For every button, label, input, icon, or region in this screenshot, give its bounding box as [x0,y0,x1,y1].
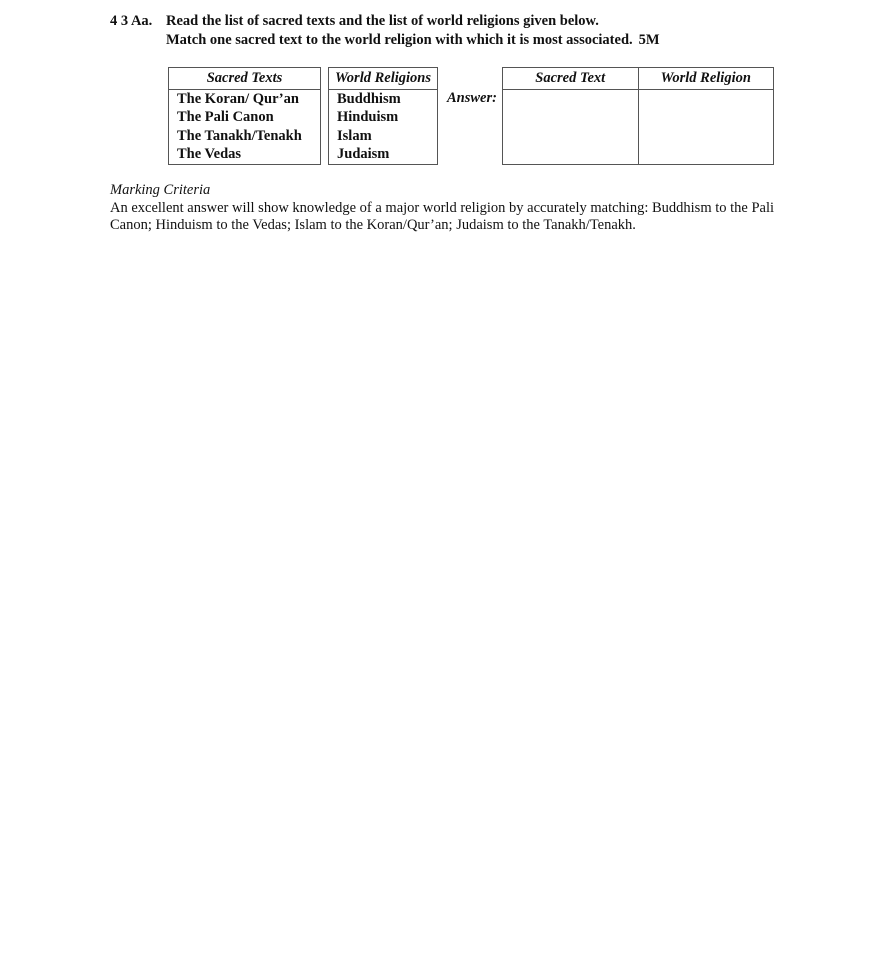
answer-world-religion-cell[interactable] [638,90,774,165]
answer-label: Answer: [447,90,497,106]
question-number: 4 3 Aa. [110,13,153,29]
question-block [110,12,850,50]
question-marks: 5M [638,32,660,48]
world-religion-item: Buddhism [337,90,401,107]
question-instruction-2: Match one sacred text to the world religion with which it is most associated. [166,32,633,48]
marking-criteria [110,182,810,235]
sacred-texts-table [168,67,321,165]
answer-sacred-text-header: Sacred Text [503,68,639,90]
sacred-text-item: The Vedas [177,146,242,163]
sacred-texts-header: Sacred Texts [169,68,321,90]
marking-criteria-heading: Marking Criteria [110,182,211,198]
world-religions-header: World Religions [329,68,438,90]
world-religion-item: Hinduism [337,109,399,126]
answer-table [502,67,774,165]
sacred-text-item: The Tanakh/Tenakh [177,127,302,144]
world-religions-table [328,67,438,165]
question-line-2 [110,31,850,50]
sacred-text-item: The Koran/ Qur’an [177,90,299,107]
sacred-text-item: The Pali Canon [177,109,274,126]
world-religion-item: Judaism [337,146,390,163]
question-instruction-1: Read the list of sacred texts and the list of world religions given below. [166,13,599,29]
answer-world-religion-header: World Religion [638,68,774,90]
world-religion-item: Islam [337,127,372,144]
question-line-1 [110,12,850,31]
marking-criteria-text: An excellent answer will show knowledge of a major world religion by accurately matching: Buddhism to the Pali Canon; Hinduism to the Vedas; Islam to the Koran/Qur’an; Judaism to the Tanakh/Tenakh. [110,199,775,233]
answer-sacred-text-cell[interactable] [503,90,639,165]
